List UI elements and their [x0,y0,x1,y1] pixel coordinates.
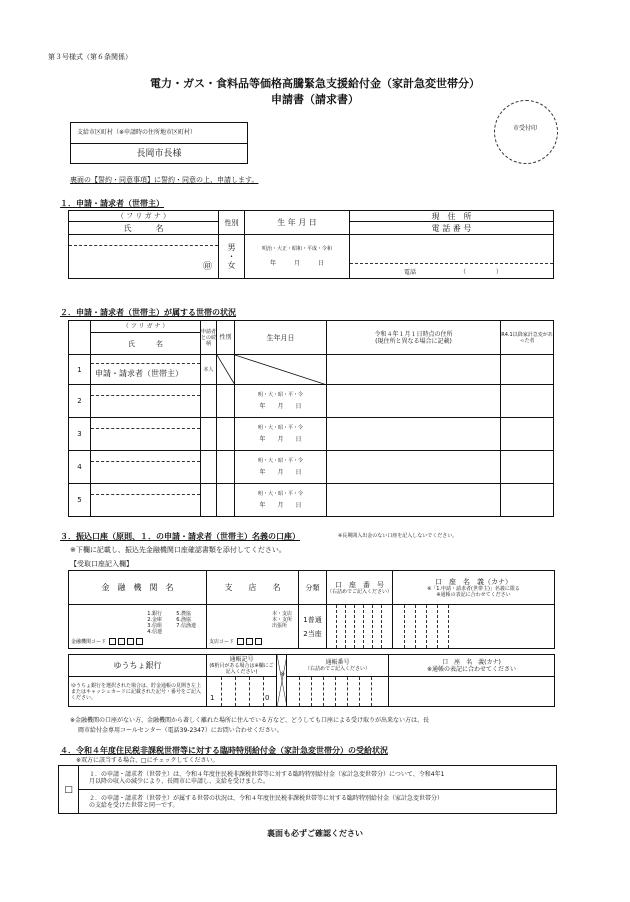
hh-address-cell[interactable] [327,418,501,451]
address-phone-field[interactable] [350,235,554,279]
bank-table [68,570,555,649]
symbol-header: 通帳記号 (6桁目がある場合は※欄にご記入ください) [207,655,277,677]
hh-change-cell[interactable] [501,484,554,517]
hh-relation-cell[interactable] [201,385,217,418]
hh-name-cell[interactable] [91,385,201,418]
hh-address-cell[interactable] [327,385,501,418]
birthdate-ymd: 年 月 日 [269,260,324,267]
receive-label: 【受取口座記入欄】 [70,560,133,568]
hh-sex-cell[interactable] [217,451,235,484]
household-table [68,320,554,517]
receipt-stamp-label: 市受付印 [512,125,537,132]
hh-sex-cell[interactable] [217,385,235,418]
phone-label: 電話 [404,269,417,276]
sex-separator: ・ [227,252,236,261]
dormant-account-note: ※長期間入出金のない口座を記入しないでください。 [338,533,458,539]
municipality-box [70,122,248,164]
furigana-header: （ フ リ ガ ナ ） [69,211,219,222]
seal-mark: ㊞ [202,262,212,272]
number-field[interactable] [287,677,389,707]
holder2-header: 口 座 名 義(カナ) ※通帳の表記に合わせてください [389,655,555,677]
hh-birth-cell [235,355,327,385]
branch-header: 支 店 名 [207,571,299,605]
yucho-note: ゆうちょ銀行を選択された場合は、貯金通帳の見開き左上またはキャッシュカードに記載された記号・番号をご記入ください。 [69,677,207,707]
applicant-table [68,210,554,279]
hh-sex-cell [217,355,235,385]
receipt-stamp-circle [494,100,558,164]
hh-name-cell[interactable] [91,484,201,517]
holder-header: 口 座 名 義（カナ） ※「1.申請・請求者(世帯主)」名義に限る ※通帳の表記に合わせてください [393,571,555,605]
hh-birth-cell[interactable]: 明・大・昭・平・令 年 月 日 [235,451,327,484]
yucho-header: ゆうちょ銀行 [69,655,207,677]
hh-furigana-header: （ フ リ ガ ナ ） [91,321,201,333]
account-number-field[interactable] [327,605,393,649]
form-number: 第３号様式（第６条関係） [48,53,132,61]
no-account-note-1: ※金融機関の口座がない方、金融機関から著しく離れた場所に住んでいる方など、どうしても口座による受け取りが出来ない方は、長 [70,717,430,724]
benefit-status-table [58,765,557,814]
hh-name-cell[interactable]: 申請・請求者（世帯主） [91,355,201,385]
no-account-note-2: 岡市給付金専用コールセンター（電話39-2347）にお問い合わせください。 [78,727,283,734]
hh-change-cell[interactable] [501,418,554,451]
hh-address-cell[interactable] [327,451,501,484]
hh-name-cell[interactable] [91,418,201,451]
type-header: 分類 [299,571,327,605]
hh-name-cell[interactable] [91,451,201,484]
benefit-checkbox[interactable]: □ [59,766,79,814]
back-page-note: 裏面も必ずご確認ください [267,829,363,838]
hh-birth-cell[interactable]: 明・大・昭・平・令 年 月 日 [235,385,327,418]
account-type-field[interactable]: 1普通 2当座 [299,605,327,649]
hh-relation-cell[interactable] [201,418,217,451]
account-holder-field[interactable] [393,605,555,649]
row-number: 3 [69,418,91,451]
bank-name-field[interactable]: 1.銀行 2.金庫 3.信組 4.信連 5.農協 6.漁協 7.信漁連 金融機関コード [69,605,207,649]
hh-sex-cell[interactable] [217,484,235,517]
hh-relation-cell[interactable] [201,484,217,517]
yucho-table [68,654,555,707]
applicant-name-field[interactable] [69,235,219,279]
sex-field[interactable] [219,235,245,279]
form-title: 電力・ガス・食料品等価格高騰緊急支援給付金（家計急変世帯分） [150,77,480,90]
row-number: 4 [69,451,91,484]
benefit-item-1: １．の申請・請求者（世帯主）は、令和４年度住民税非課税世帯等に対する臨時特別給付金（家計急変世帯分）について、令和4年1 月以降の収入の減少により、長岡市に申請し、支給を受けました。 [79,766,557,790]
male-option: 男 [227,243,236,252]
hh-change-cell[interactable] [501,355,554,385]
row-number: 1 [69,355,91,385]
name-header: 氏 名 [69,222,219,235]
address-header: 現 住 所 [350,211,554,222]
birthdate-field[interactable] [245,235,350,279]
hh-change-cell[interactable] [501,451,554,484]
hh-name-header: 氏 名 [91,333,201,355]
sex-header: 性別 [219,211,245,235]
hh-address-header: 令和４年１月１日時点の住所 (現住所と異なる場合に記載) [327,321,501,355]
section4-heading: ４．令和４年度住民税非課税世帯等に対する臨時特別給付金（家計急変世帯分）の受給状況 [60,746,388,755]
hh-address-cell[interactable] [327,484,501,517]
check-instruction: ※双方に該当する場合、□にチェックしてください。 [76,757,219,764]
hh-change-cell[interactable] [501,385,554,418]
hh-relation-cell[interactable] [201,451,217,484]
hh-change-header: R4.1以降家計急変があった者 [501,321,554,355]
section2-heading: ２．申請・請求者（世帯主）が属する世帯の状況 [60,308,236,317]
holder2-field[interactable] [389,677,555,707]
hh-birth-cell[interactable]: 明・大・昭・平・令 年 月 日 [235,484,327,517]
hh-birth-cell[interactable]: 明・大・昭・平・令 年 月 日 [235,418,327,451]
birthdate-header: 生 年 月 日 [245,211,350,235]
row-number: 5 [69,484,91,517]
section1-heading: １．申請・請求者（世帯主） [60,199,164,208]
hh-birth-header: 生年月日 [235,321,327,355]
acct-no-header: 口 座 番 号 （右詰めでご記入ください） [327,571,393,605]
branch-field[interactable]: 本・支店 本・支所 出張所 支店コード [207,605,299,649]
benefit-item-2: ２．の申請・請求者（世帯主）が属する世帯の状況は、令和４年度住民税非課税世帯等に対する臨時特別給付金（家計急変世帯分） の支給を受けた世帯と同一です。 [79,790,557,814]
phone-area-code: （ ） [460,269,503,276]
hh-relation-header: 申請者との続柄 [201,321,217,355]
phone-header: 電 話 番 号 [350,222,554,235]
hh-relation-cell: 本人 [201,355,217,385]
hh-address-cell[interactable] [327,355,501,385]
municipality-label: 支給市区町村（※申請時の住所地市区町村） [71,123,247,144]
symbol-extra-cell[interactable] [277,655,287,707]
bank-name-header: 金 融 機 関 名 [69,571,207,605]
form-subtitle: 申請書（請求書） [271,93,359,106]
hh-sex-cell[interactable] [217,418,235,451]
female-option: 女 [227,261,236,270]
attach-note: ※下欄に記載し、振込先金融機関口座確認書類を添付してください。 [70,546,286,554]
number-header: 通帳番号 （右詰めでご記入ください） [287,655,389,677]
consent-statement: 裏面の【誓約・同意事項】に誓約・同意の上、申請します。 [70,176,259,184]
municipality-value: 長岡市長様 [136,149,182,159]
row-number: 2 [69,385,91,418]
hh-sex-header: 性別 [217,321,235,355]
era-options: 明治・大正・昭和・平成・令和 [261,246,332,252]
symbol-field[interactable]: 1 0 ※ [207,677,277,707]
section3-heading: ３．振込口座（原則、１．の申請・請求者（世帯主）名義の口座） [60,532,300,541]
